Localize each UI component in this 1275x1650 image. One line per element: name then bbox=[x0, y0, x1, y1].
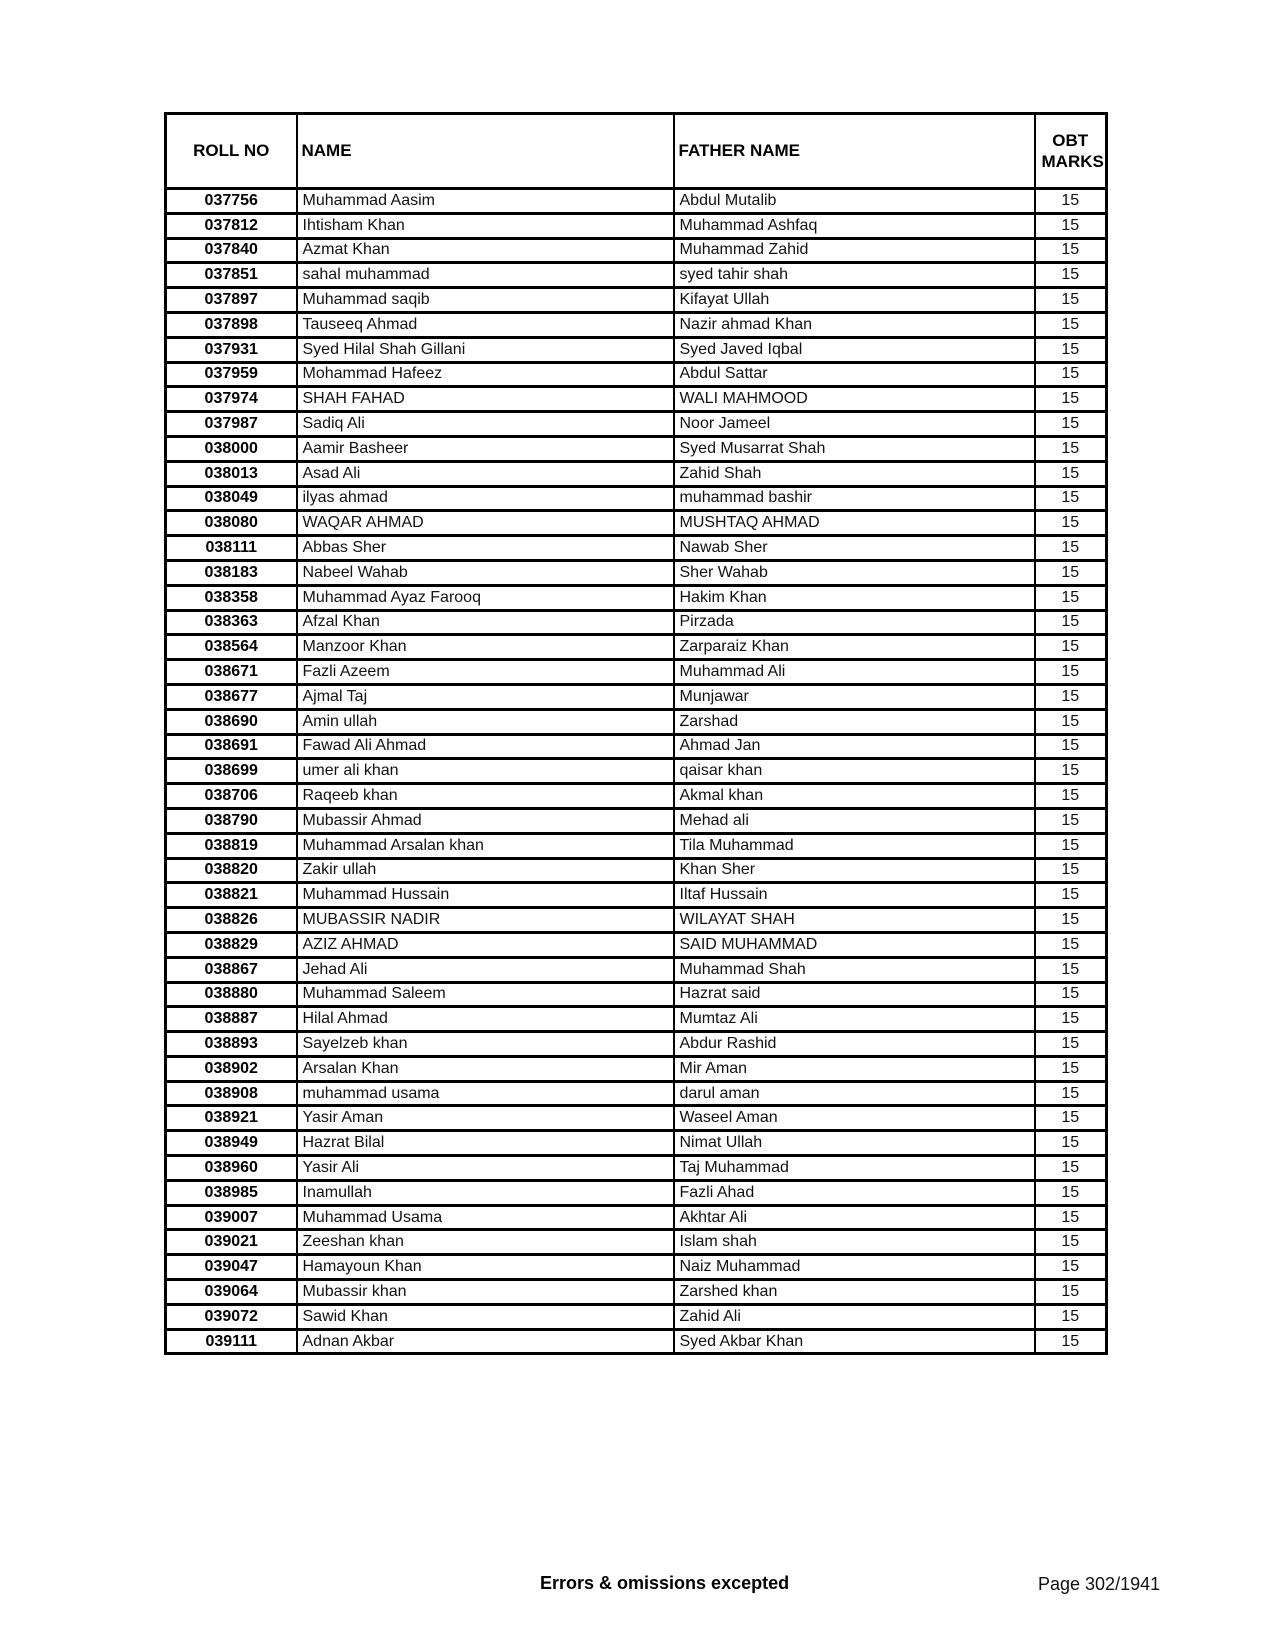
father-name-cell: Zarshed khan bbox=[674, 1280, 1035, 1305]
obt-marks-cell: 15 bbox=[1035, 560, 1107, 585]
roll-no-cell: 038902 bbox=[166, 1056, 297, 1081]
roll-no-cell: 038000 bbox=[166, 436, 297, 461]
obt-marks-cell: 15 bbox=[1035, 784, 1107, 809]
father-name-cell: WILAYAT SHAH bbox=[674, 908, 1035, 933]
table-row bbox=[166, 238, 1107, 263]
obt-marks-cell: 15 bbox=[1035, 1205, 1107, 1230]
roll-no-cell: 038111 bbox=[166, 536, 297, 561]
table-row bbox=[166, 808, 1107, 833]
roll-no-cell: 039047 bbox=[166, 1255, 297, 1280]
table-row bbox=[166, 362, 1107, 387]
table-row bbox=[166, 660, 1107, 685]
name-cell: Sayelzeb khan bbox=[297, 1032, 674, 1057]
name-cell: Muhammad Saleem bbox=[297, 982, 674, 1007]
header-roll-no: ROLL NO bbox=[166, 114, 297, 189]
roll-no-cell: 038893 bbox=[166, 1032, 297, 1057]
table-row bbox=[166, 1131, 1107, 1156]
roll-no-cell: 037851 bbox=[166, 263, 297, 288]
obt-marks-cell: 15 bbox=[1035, 189, 1107, 214]
roll-no-cell: 038671 bbox=[166, 660, 297, 685]
father-name-cell: Abdul Mutalib bbox=[674, 189, 1035, 214]
table-row bbox=[166, 784, 1107, 809]
obt-marks-cell: 15 bbox=[1035, 982, 1107, 1007]
roll-no-cell: 038363 bbox=[166, 610, 297, 635]
table-row bbox=[166, 1106, 1107, 1131]
father-name-cell: Zahid Shah bbox=[674, 461, 1035, 486]
roll-no-cell: 038820 bbox=[166, 858, 297, 883]
name-cell: Nabeel Wahab bbox=[297, 560, 674, 585]
roll-no-cell: 038821 bbox=[166, 883, 297, 908]
father-name-cell: Islam shah bbox=[674, 1230, 1035, 1255]
roll-no-cell: 037959 bbox=[166, 362, 297, 387]
table-row bbox=[166, 1205, 1107, 1230]
father-name-cell: Nawab Sher bbox=[674, 536, 1035, 561]
table-row bbox=[166, 982, 1107, 1007]
name-cell: Jehad Ali bbox=[297, 957, 674, 982]
roll-no-cell: 038358 bbox=[166, 585, 297, 610]
roll-no-cell: 037898 bbox=[166, 312, 297, 337]
obt-marks-cell: 15 bbox=[1035, 957, 1107, 982]
roll-no-cell: 037987 bbox=[166, 412, 297, 437]
table-row bbox=[166, 189, 1107, 214]
roll-no-cell: 038564 bbox=[166, 635, 297, 660]
table-row bbox=[166, 312, 1107, 337]
father-name-cell: Muhammad Shah bbox=[674, 957, 1035, 982]
name-cell: sahal muhammad bbox=[297, 263, 674, 288]
name-cell: Sadiq Ali bbox=[297, 412, 674, 437]
father-name-cell: Muhammad Ali bbox=[674, 660, 1035, 685]
obt-marks-cell: 15 bbox=[1035, 1081, 1107, 1106]
name-cell: WAQAR AHMAD bbox=[297, 511, 674, 536]
name-cell: Muhammad Usama bbox=[297, 1205, 674, 1230]
roll-no-cell: 038677 bbox=[166, 684, 297, 709]
roll-no-cell: 038887 bbox=[166, 1007, 297, 1032]
father-name-cell: MUSHTAQ AHMAD bbox=[674, 511, 1035, 536]
roll-no-cell: 037931 bbox=[166, 337, 297, 362]
name-cell: Muhammad Ayaz Farooq bbox=[297, 585, 674, 610]
name-cell: muhammad usama bbox=[297, 1081, 674, 1106]
obt-marks-cell: 15 bbox=[1035, 387, 1107, 412]
table-row bbox=[166, 1329, 1107, 1354]
roll-no-cell: 039111 bbox=[166, 1329, 297, 1354]
obt-marks-cell: 15 bbox=[1035, 833, 1107, 858]
table-row bbox=[166, 684, 1107, 709]
name-cell: Muhammad Aasim bbox=[297, 189, 674, 214]
roll-no-cell: 037840 bbox=[166, 238, 297, 263]
father-name-cell: Hazrat said bbox=[674, 982, 1035, 1007]
obt-marks-cell: 15 bbox=[1035, 932, 1107, 957]
name-cell: Sawid Khan bbox=[297, 1304, 674, 1329]
table-row bbox=[166, 436, 1107, 461]
table-row bbox=[166, 635, 1107, 660]
father-name-cell: Mumtaz Ali bbox=[674, 1007, 1035, 1032]
name-cell: Mubassir Ahmad bbox=[297, 808, 674, 833]
name-cell: Muhammad saqib bbox=[297, 288, 674, 313]
father-name-cell: Muhammad Zahid bbox=[674, 238, 1035, 263]
name-cell: Muhammad Hussain bbox=[297, 883, 674, 908]
name-cell: Muhammad Arsalan khan bbox=[297, 833, 674, 858]
obt-marks-cell: 15 bbox=[1035, 635, 1107, 660]
father-name-cell: Kifayat Ullah bbox=[674, 288, 1035, 313]
father-name-cell: SAID MUHAMMAD bbox=[674, 932, 1035, 957]
obt-marks-cell: 15 bbox=[1035, 1329, 1107, 1354]
table-row bbox=[166, 1280, 1107, 1305]
obt-marks-cell: 15 bbox=[1035, 461, 1107, 486]
father-name-cell: Pirzada bbox=[674, 610, 1035, 635]
roll-no-cell: 039021 bbox=[166, 1230, 297, 1255]
father-name-cell: Akmal khan bbox=[674, 784, 1035, 809]
table-row bbox=[166, 833, 1107, 858]
obt-marks-cell: 15 bbox=[1035, 412, 1107, 437]
father-name-cell: Abdur Rashid bbox=[674, 1032, 1035, 1057]
obt-marks-cell: 15 bbox=[1035, 709, 1107, 734]
obt-marks-cell: 15 bbox=[1035, 883, 1107, 908]
roll-no-cell: 038867 bbox=[166, 957, 297, 982]
table-row bbox=[166, 908, 1107, 933]
header-name: NAME bbox=[297, 114, 674, 189]
obt-marks-cell: 15 bbox=[1035, 536, 1107, 561]
roll-no-cell: 037897 bbox=[166, 288, 297, 313]
father-name-cell: Mir Aman bbox=[674, 1056, 1035, 1081]
table-row bbox=[166, 263, 1107, 288]
name-cell: Yasir Aman bbox=[297, 1106, 674, 1131]
obt-marks-cell: 15 bbox=[1035, 660, 1107, 685]
father-name-cell: Abdul Sattar bbox=[674, 362, 1035, 387]
obt-marks-cell: 15 bbox=[1035, 263, 1107, 288]
table-row bbox=[166, 883, 1107, 908]
father-name-cell: Nazir ahmad Khan bbox=[674, 312, 1035, 337]
father-name-cell: Tila Muhammad bbox=[674, 833, 1035, 858]
roll-no-cell: 038985 bbox=[166, 1180, 297, 1205]
father-name-cell: Naiz Muhammad bbox=[674, 1255, 1035, 1280]
obt-marks-cell: 15 bbox=[1035, 1255, 1107, 1280]
father-name-cell: Nimat Ullah bbox=[674, 1131, 1035, 1156]
father-name-cell: Iltaf Hussain bbox=[674, 883, 1035, 908]
obt-marks-cell: 15 bbox=[1035, 1230, 1107, 1255]
obt-marks-cell: 15 bbox=[1035, 610, 1107, 635]
father-name-cell: Syed Musarrat Shah bbox=[674, 436, 1035, 461]
table-row bbox=[166, 1081, 1107, 1106]
roll-no-cell: 038080 bbox=[166, 511, 297, 536]
obt-marks-cell: 15 bbox=[1035, 436, 1107, 461]
table-row bbox=[166, 486, 1107, 511]
header-father-name: FATHER NAME bbox=[674, 114, 1035, 189]
father-name-cell: Akhtar Ali bbox=[674, 1205, 1035, 1230]
roll-no-cell: 038826 bbox=[166, 908, 297, 933]
roll-no-cell: 038699 bbox=[166, 759, 297, 784]
name-cell: Syed Hilal Shah Gillani bbox=[297, 337, 674, 362]
father-name-cell: darul aman bbox=[674, 1081, 1035, 1106]
obt-marks-cell: 15 bbox=[1035, 213, 1107, 238]
name-cell: Hilal Ahmad bbox=[297, 1007, 674, 1032]
table-row bbox=[166, 387, 1107, 412]
table-row bbox=[166, 734, 1107, 759]
obt-marks-cell: 15 bbox=[1035, 337, 1107, 362]
table-row bbox=[166, 536, 1107, 561]
obt-marks-cell: 15 bbox=[1035, 908, 1107, 933]
table-row bbox=[166, 932, 1107, 957]
name-cell: AZIZ AHMAD bbox=[297, 932, 674, 957]
roll-no-cell: 038183 bbox=[166, 560, 297, 585]
obt-marks-cell: 15 bbox=[1035, 1007, 1107, 1032]
obt-marks-cell: 15 bbox=[1035, 1056, 1107, 1081]
father-name-cell: Waseel Aman bbox=[674, 1106, 1035, 1131]
roll-no-cell: 038706 bbox=[166, 784, 297, 809]
page-number: Page 302/1941 bbox=[1038, 1574, 1161, 1594]
name-cell: Inamullah bbox=[297, 1180, 674, 1205]
obt-marks-cell: 15 bbox=[1035, 1180, 1107, 1205]
name-cell: Hazrat Bilal bbox=[297, 1131, 674, 1156]
name-cell: Fazli Azeem bbox=[297, 660, 674, 685]
table-row bbox=[166, 511, 1107, 536]
obt-marks-cell: 15 bbox=[1035, 734, 1107, 759]
table-row bbox=[166, 288, 1107, 313]
obt-marks-cell: 15 bbox=[1035, 808, 1107, 833]
obt-marks-cell: 15 bbox=[1035, 684, 1107, 709]
obt-marks-cell: 15 bbox=[1035, 1156, 1107, 1181]
obt-marks-cell: 15 bbox=[1035, 1131, 1107, 1156]
name-cell: Aamir Basheer bbox=[297, 436, 674, 461]
roll-no-cell: 038921 bbox=[166, 1106, 297, 1131]
name-cell: Zeeshan khan bbox=[297, 1230, 674, 1255]
table-row bbox=[166, 610, 1107, 635]
roll-no-cell: 038790 bbox=[166, 808, 297, 833]
father-name-cell: Muhammad Ashfaq bbox=[674, 213, 1035, 238]
father-name-cell: Zarshad bbox=[674, 709, 1035, 734]
table-row bbox=[166, 1230, 1107, 1255]
obt-marks-cell: 15 bbox=[1035, 759, 1107, 784]
father-name-cell: Sher Wahab bbox=[674, 560, 1035, 585]
name-cell: Fawad Ali Ahmad bbox=[297, 734, 674, 759]
roll-no-cell: 039072 bbox=[166, 1304, 297, 1329]
obt-marks-cell: 15 bbox=[1035, 238, 1107, 263]
table-row bbox=[166, 585, 1107, 610]
roll-no-cell: 038013 bbox=[166, 461, 297, 486]
table-row bbox=[166, 461, 1107, 486]
name-cell: SHAH FAHAD bbox=[297, 387, 674, 412]
father-name-cell: Munjawar bbox=[674, 684, 1035, 709]
father-name-cell: muhammad bashir bbox=[674, 486, 1035, 511]
father-name-cell: Ahmad Jan bbox=[674, 734, 1035, 759]
header-obt-marks: OBT MARKS bbox=[1035, 114, 1107, 189]
table-row bbox=[166, 1156, 1107, 1181]
father-name-cell: Noor Jameel bbox=[674, 412, 1035, 437]
name-cell: Ajmal Taj bbox=[297, 684, 674, 709]
name-cell: Ihtisham Khan bbox=[297, 213, 674, 238]
table-row bbox=[166, 858, 1107, 883]
name-cell: Amin ullah bbox=[297, 709, 674, 734]
name-cell: Azmat Khan bbox=[297, 238, 674, 263]
obt-marks-cell: 15 bbox=[1035, 1106, 1107, 1131]
roll-no-cell: 037812 bbox=[166, 213, 297, 238]
obt-marks-cell: 15 bbox=[1035, 288, 1107, 313]
roll-no-cell: 038819 bbox=[166, 833, 297, 858]
father-name-cell: Taj Muhammad bbox=[674, 1156, 1035, 1181]
name-cell: Yasir Ali bbox=[297, 1156, 674, 1181]
table-row bbox=[166, 1304, 1107, 1329]
obt-marks-cell: 15 bbox=[1035, 511, 1107, 536]
father-name-cell: syed tahir shah bbox=[674, 263, 1035, 288]
table-row bbox=[166, 412, 1107, 437]
table-row bbox=[166, 1056, 1107, 1081]
name-cell: Manzoor Khan bbox=[297, 635, 674, 660]
name-cell: Hamayoun Khan bbox=[297, 1255, 674, 1280]
father-name-cell: Khan Sher bbox=[674, 858, 1035, 883]
table-row bbox=[166, 1032, 1107, 1057]
roll-no-cell: 037756 bbox=[166, 189, 297, 214]
roll-no-cell: 038690 bbox=[166, 709, 297, 734]
father-name-cell: Hakim Khan bbox=[674, 585, 1035, 610]
name-cell: Tauseeq Ahmad bbox=[297, 312, 674, 337]
name-cell: Abbas Sher bbox=[297, 536, 674, 561]
obt-marks-cell: 15 bbox=[1035, 312, 1107, 337]
roll-no-cell: 039064 bbox=[166, 1280, 297, 1305]
father-name-cell: Syed Javed Iqbal bbox=[674, 337, 1035, 362]
table-row bbox=[166, 1180, 1107, 1205]
obt-marks-cell: 15 bbox=[1035, 585, 1107, 610]
roll-no-cell: 038829 bbox=[166, 932, 297, 957]
table-row bbox=[166, 560, 1107, 585]
name-cell: umer ali khan bbox=[297, 759, 674, 784]
footer-note: Errors & omissions excepted bbox=[540, 1573, 790, 1593]
name-cell: Afzal Khan bbox=[297, 610, 674, 635]
roll-no-cell: 038960 bbox=[166, 1156, 297, 1181]
father-name-cell: Zahid Ali bbox=[674, 1304, 1035, 1329]
name-cell: Mohammad Hafeez bbox=[297, 362, 674, 387]
father-name-cell: qaisar khan bbox=[674, 759, 1035, 784]
roll-no-cell: 038949 bbox=[166, 1131, 297, 1156]
table-row bbox=[166, 337, 1107, 362]
father-name-cell: WALI MAHMOOD bbox=[674, 387, 1035, 412]
name-cell: Raqeeb khan bbox=[297, 784, 674, 809]
name-cell: Arsalan Khan bbox=[297, 1056, 674, 1081]
name-cell: ilyas ahmad bbox=[297, 486, 674, 511]
table-row bbox=[166, 213, 1107, 238]
obt-marks-cell: 15 bbox=[1035, 858, 1107, 883]
name-cell: Mubassir khan bbox=[297, 1280, 674, 1305]
results-table bbox=[164, 112, 1108, 1355]
table-row bbox=[166, 1007, 1107, 1032]
obt-marks-cell: 15 bbox=[1035, 362, 1107, 387]
name-cell: Asad Ali bbox=[297, 461, 674, 486]
father-name-cell: Fazli Ahad bbox=[674, 1180, 1035, 1205]
obt-marks-cell: 15 bbox=[1035, 486, 1107, 511]
obt-marks-cell: 15 bbox=[1035, 1280, 1107, 1305]
table-row bbox=[166, 1255, 1107, 1280]
roll-no-cell: 038049 bbox=[166, 486, 297, 511]
table-row bbox=[166, 759, 1107, 784]
name-cell: MUBASSIR NADIR bbox=[297, 908, 674, 933]
obt-marks-cell: 15 bbox=[1035, 1032, 1107, 1057]
father-name-cell: Zarparaiz Khan bbox=[674, 635, 1035, 660]
roll-no-cell: 037974 bbox=[166, 387, 297, 412]
father-name-cell: Mehad ali bbox=[674, 808, 1035, 833]
roll-no-cell: 039007 bbox=[166, 1205, 297, 1230]
table-body bbox=[166, 189, 1107, 1354]
table-row bbox=[166, 957, 1107, 982]
obt-marks-cell: 15 bbox=[1035, 1304, 1107, 1329]
roll-no-cell: 038880 bbox=[166, 982, 297, 1007]
table-row bbox=[166, 709, 1107, 734]
father-name-cell: Syed Akbar Khan bbox=[674, 1329, 1035, 1354]
roll-no-cell: 038691 bbox=[166, 734, 297, 759]
roll-no-cell: 038908 bbox=[166, 1081, 297, 1106]
name-cell: Zakir ullah bbox=[297, 858, 674, 883]
table-header-row bbox=[166, 114, 1107, 189]
name-cell: Adnan Akbar bbox=[297, 1329, 674, 1354]
